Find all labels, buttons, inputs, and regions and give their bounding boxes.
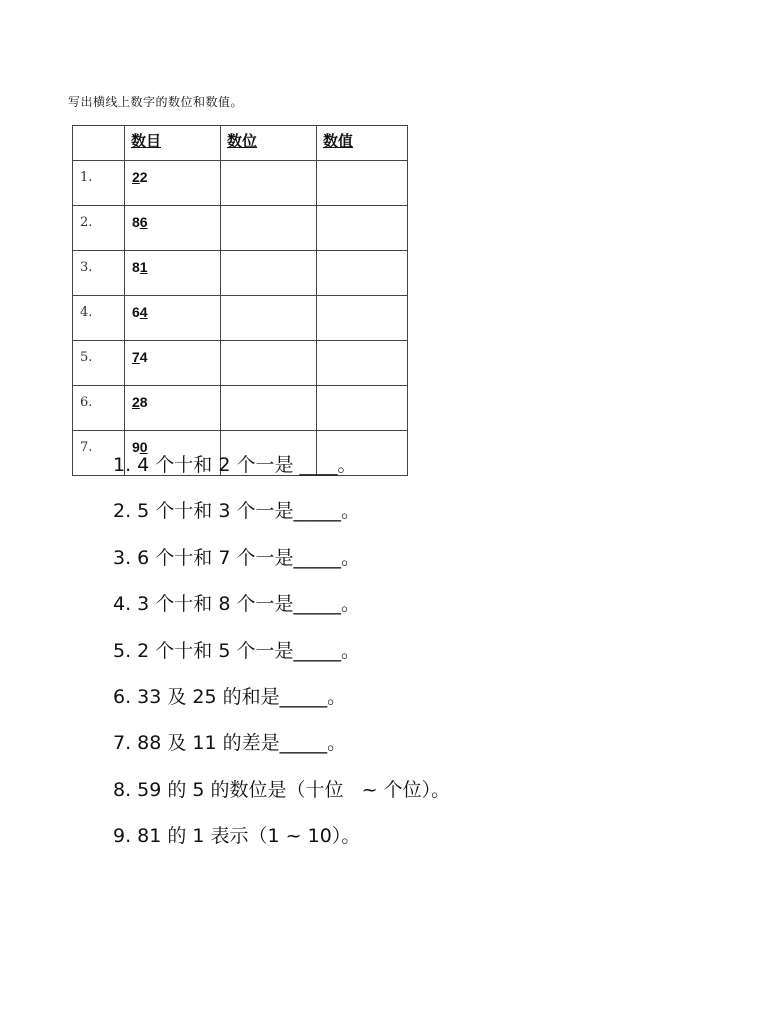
- row-index: 1.: [73, 161, 125, 206]
- underlined-digit: 4: [139, 304, 148, 320]
- table-row: [73, 296, 408, 341]
- question-list: [113, 450, 450, 868]
- value-answer-cell[interactable]: [317, 161, 408, 206]
- question-item: 9. 81 的 1 表示（1 ~ 10）。: [113, 825, 361, 848]
- place-answer-cell[interactable]: [221, 386, 317, 431]
- row-index: 7.: [73, 431, 125, 476]
- row-number: 28: [125, 386, 221, 431]
- value-answer-cell[interactable]: [317, 296, 408, 341]
- header-index: [73, 126, 125, 161]
- question-item: 8. 59 的 5 的数位是（十位 ~ 个位）。: [113, 778, 451, 801]
- table-header-row: [73, 126, 408, 161]
- row-number: 86: [125, 206, 221, 251]
- worksheet-table: [72, 125, 408, 476]
- underlined-digit: 1: [139, 259, 148, 275]
- value-answer-cell[interactable]: [317, 251, 408, 296]
- question-item: 1. 4 个十和 2 个一是 ____。: [113, 454, 357, 476]
- instruction-text: 写出横线上数字的数位和数值。: [68, 95, 244, 109]
- header-number: 数目: [125, 126, 221, 161]
- place-answer-cell[interactable]: [221, 161, 317, 206]
- question-item: 2. 5 个十和 3 个一是_____。: [113, 500, 360, 523]
- table-row: [73, 386, 408, 431]
- row-index: 5.: [73, 341, 125, 386]
- table-row: [73, 251, 408, 296]
- table-row: [73, 206, 408, 251]
- question-item: 5. 2 个十和 5 个一是_____。: [113, 639, 360, 662]
- place-answer-cell[interactable]: [221, 251, 317, 296]
- header-value: 数值: [317, 126, 408, 161]
- row-index: 6.: [73, 386, 125, 431]
- place-answer-cell[interactable]: [221, 296, 317, 341]
- value-answer-cell[interactable]: [317, 341, 408, 386]
- value-answer-cell[interactable]: [317, 206, 408, 251]
- header-place: 数位: [221, 126, 317, 161]
- row-number: 90: [125, 431, 221, 476]
- row-number: 64: [125, 296, 221, 341]
- table-row: [73, 341, 408, 386]
- row-index: 4.: [73, 296, 125, 341]
- underlined-digit: 0: [139, 439, 148, 455]
- underlined-digit: 2: [132, 169, 140, 185]
- question-item: 4. 3 个十和 8 个一是_____。: [113, 593, 360, 616]
- underlined-digit: 7: [132, 349, 140, 365]
- question-item: 7. 88 及 11 的差是_____。: [113, 732, 347, 755]
- question-item: 3. 6 个十和 7 个一是_____。: [113, 546, 360, 569]
- underlined-digit: 6: [139, 214, 148, 230]
- place-answer-cell[interactable]: [221, 341, 317, 386]
- table-row: [73, 161, 408, 206]
- row-number: 74: [125, 341, 221, 386]
- row-number: 81: [125, 251, 221, 296]
- row-index: 3.: [73, 251, 125, 296]
- value-answer-cell[interactable]: [317, 386, 408, 431]
- underlined-digit: 2: [132, 394, 140, 410]
- row-index: 2.: [73, 206, 125, 251]
- row-number: 22: [125, 161, 221, 206]
- question-item: 6. 33 及 25 的和是_____。: [113, 685, 347, 708]
- place-answer-cell[interactable]: [221, 206, 317, 251]
